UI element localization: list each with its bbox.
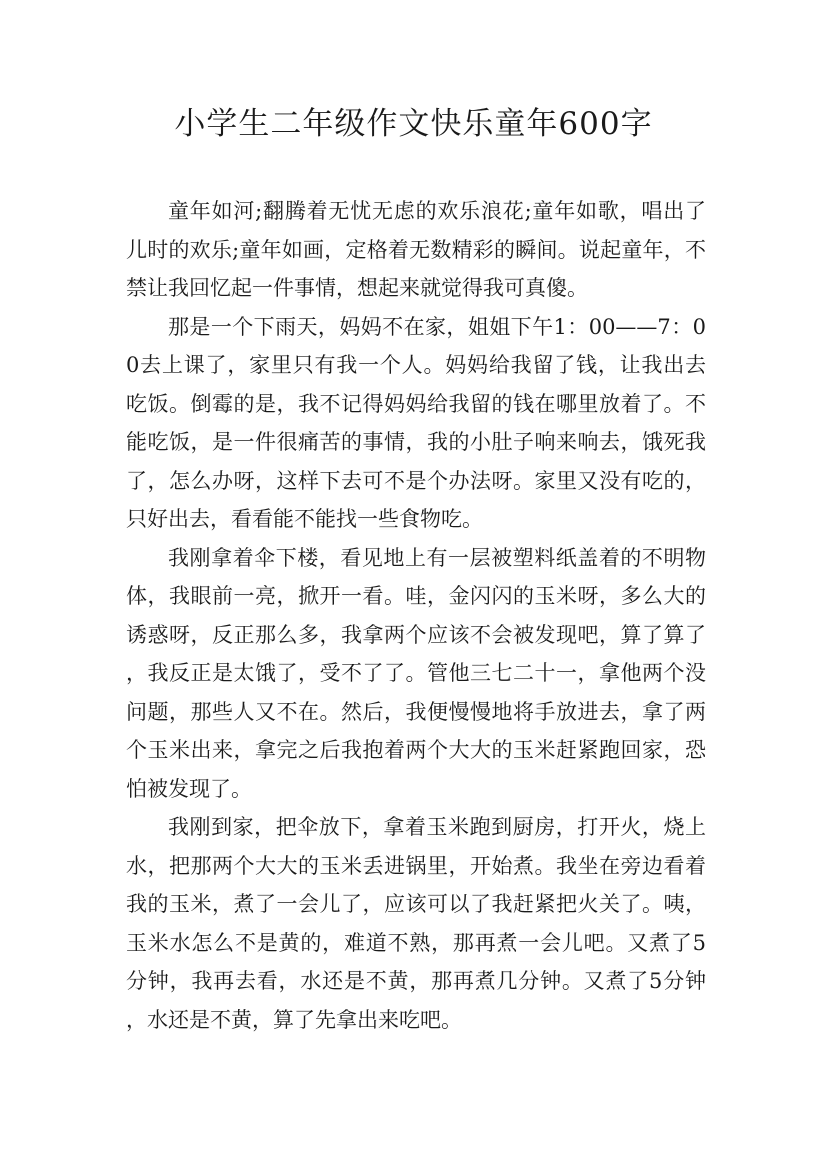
- paragraph-2: 那是一个下雨天，妈妈不在家，姐姐下午1：00——7：00去上课了，家里只有我一个人。妈妈给我留了钱，让我出去吃饭。倒霉的是，我不记得妈妈给我留的钱在哪里放着了。不能吃饭，是一件很痛苦的事情，我的小肚子响来响去，饿死我了，怎么办呀，这样下去可不是个办法呀。家里又没有吃的，只好出去，看看能不能找一些食物吃。: [126, 314, 706, 531]
- paragraph-1: 童年如河;翻腾着无忧无虑的欢乐浪花;童年如歌，唱出了儿时的欢乐;童年如画，定格着无数精彩的瞬间。说起童年，不禁让我回忆起一件事情，想起来就觉得我可真傻。: [126, 199, 706, 300]
- document-body: [126, 192, 706, 1039]
- paragraph-4: 我刚到家，把伞放下，拿着玉米跑到厨房，打开火，烧上水，把那两个大大的玉米丢进锅里，开始煮。我坐在旁边看着我的玉米，煮了一会儿了，应该可以了我赶紧把火关了。咦，玉米水怎么不是黄的，难道不熟，那再煮一会儿吧。又煮了5分钟，我再去看，水还是不黄，那再煮几分钟。又煮了5分钟，水还是不黄，算了先拿出来吃吧。: [126, 815, 706, 1032]
- paragraph-3: 我刚拿着伞下楼，看见地上有一层被塑料纸盖着的不明物体，我眼前一亮，掀开一看。哇，金闪闪的玉米呀，多么大的诱惑呀，反正那么多，我拿两个应该不会被发现吧，算了算了，我反正是太饿了，受不了了。管他三七二十一，拿他两个没问题，那些人又不在。然后，我便慢慢地将手放进去，拿了两个玉米出来，拿完之后我抱着两个大大的玉米赶紧跑回家，恐怕被发现了。: [126, 545, 706, 801]
- document-title: 小学生二年级作文快乐童年600字: [174, 106, 653, 142]
